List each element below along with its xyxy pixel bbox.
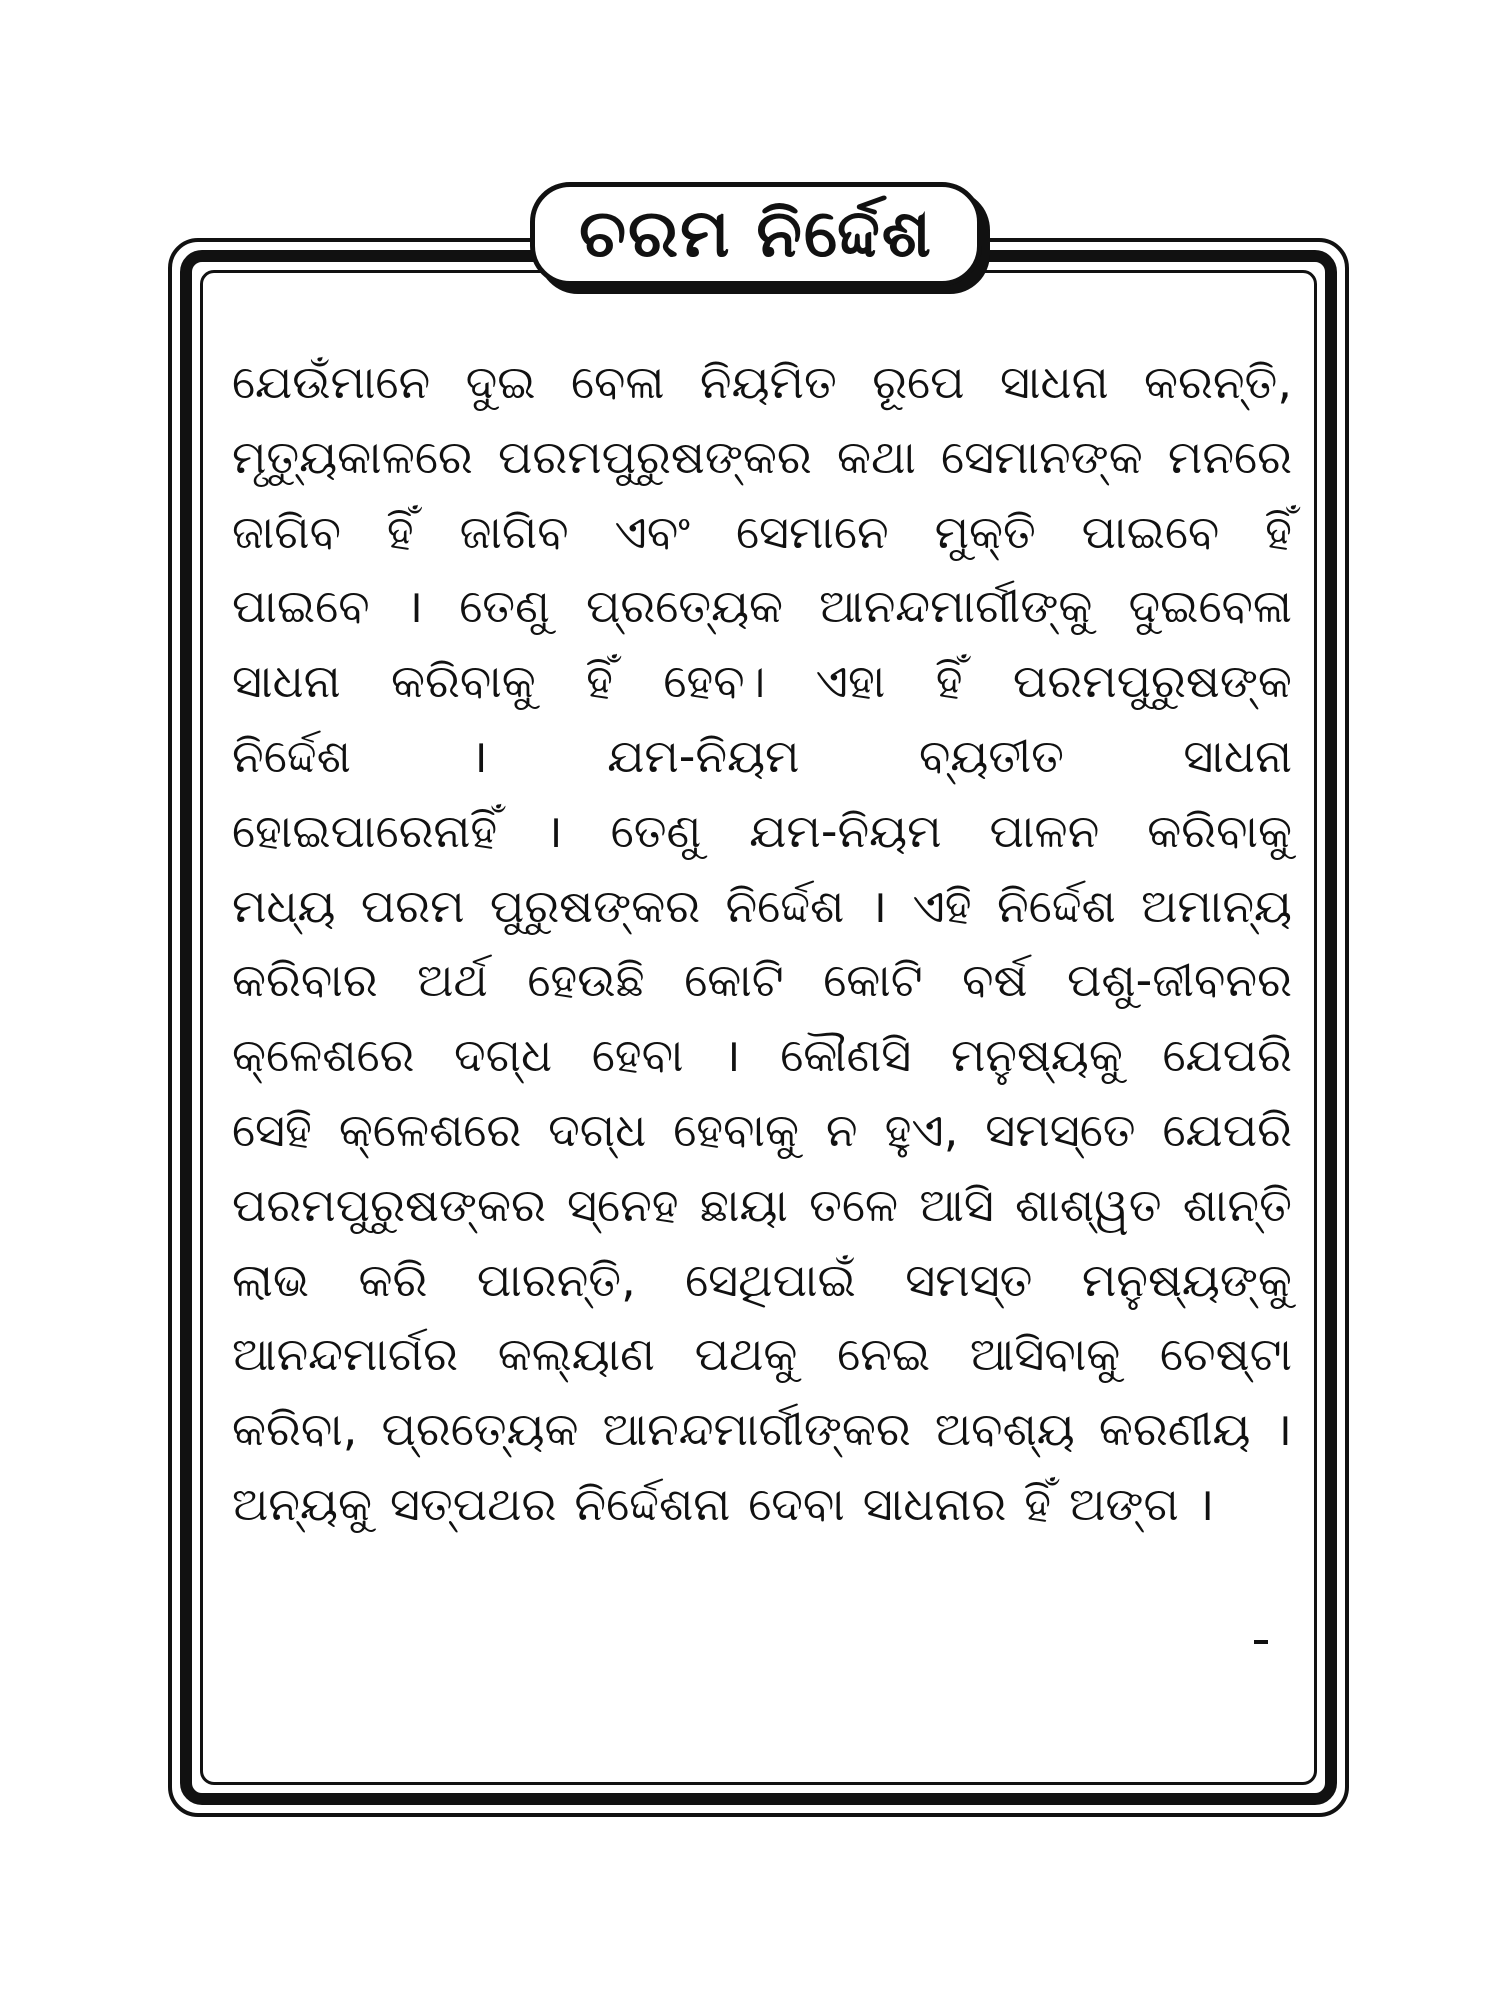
text-line: [232, 345, 1292, 420]
text-line: [232, 1467, 1292, 1542]
text-word: ଆନନ୍ଦମାର୍ଗୀଙ୍କର: [602, 1402, 911, 1457]
text-word: ନିର୍ଦ୍ଦେଶନା: [574, 1476, 731, 1531]
text-word: ହେଉଛି: [527, 953, 645, 1008]
text-word: ଦୁଇବେଳା: [1128, 579, 1292, 634]
text-word: କରିବାର: [232, 953, 378, 1008]
text-word: ହୁଏ,: [884, 1102, 959, 1157]
text-word: ଯମ-ନିୟମ: [607, 728, 800, 783]
text-word: ଜାଗିବ: [232, 504, 341, 559]
title-plaque-box: [530, 182, 982, 286]
text-word: କରଣୀୟ: [1098, 1402, 1251, 1457]
text-line: [232, 1093, 1292, 1168]
text-word: ଆନନ୍ଦମାର୍ଗୀଙ୍କୁ: [819, 579, 1093, 634]
text-word: ହେବା: [591, 1028, 684, 1083]
text-word: ସମସ୍ତ: [905, 1252, 1033, 1307]
text-word: ଯେଉଁମାନେ: [232, 355, 431, 409]
text-word: ଦେବା: [748, 1476, 845, 1531]
text-word: ।: [470, 728, 488, 783]
text-line: [232, 794, 1292, 869]
text-word: ସମସ୍ତେ: [985, 1102, 1136, 1157]
text-word: ସେଥିପାଇଁ: [685, 1252, 856, 1307]
text-word: ଆସିବାକୁ: [969, 1327, 1121, 1382]
title-plaque: [530, 182, 998, 302]
text-word: ଦୁଇ: [465, 355, 536, 409]
text-word: ଅବଶ୍ୟ: [934, 1402, 1075, 1457]
text-word: ନିୟମିତ: [699, 355, 837, 409]
text-word: ତଳେ: [809, 1177, 899, 1232]
text-word: ନିର୍ଦ୍ଦେଶ: [725, 878, 845, 933]
text-word: ଶାନ୍ତି: [1182, 1177, 1292, 1232]
text-word: ବର୍ଷ: [962, 953, 1028, 1008]
text-line: [232, 644, 1292, 719]
text-word: ମନରେ: [1167, 429, 1292, 484]
text-line: [232, 569, 1292, 644]
text-word: ଆନନ୍ଦମାର୍ଗର: [232, 1327, 458, 1382]
text-word: ଲାଭ: [232, 1252, 310, 1307]
text-line: [232, 719, 1292, 794]
text-word: ସତ୍‌ପଥର: [389, 1476, 557, 1531]
text-line: [232, 943, 1292, 1018]
text-word: ନେଇ: [837, 1327, 931, 1382]
text-word: କୋଟି: [684, 953, 784, 1008]
text-word: ସାଧନା: [1183, 728, 1292, 783]
text-word: ଜାଗିବ: [459, 504, 569, 559]
text-word: ଯେପରି: [1162, 1102, 1292, 1157]
text-word: କରନ୍ତି,: [1144, 355, 1292, 409]
text-word: ହିଁ: [1265, 504, 1292, 559]
text-word: ଅର୍ଥ: [417, 953, 488, 1008]
text-word: ଅଙ୍ଗ: [1069, 1476, 1179, 1531]
text-word: ଏବଂ: [614, 504, 691, 559]
text-word: ଛାୟା: [699, 1177, 788, 1232]
stray-ink-mark: [1254, 1640, 1268, 1644]
text-word: ହୋଇପାରେନାହିଁ: [232, 803, 498, 858]
text-word: ପରମପୁରୁଷଙ୍କର: [497, 429, 812, 484]
text-word: କରିବା,: [232, 1402, 358, 1457]
text-word: କ୍ଳେଶରେ: [338, 1102, 522, 1157]
text-word: ହେବ।: [663, 654, 766, 709]
text-line: [232, 1243, 1292, 1318]
text-word: ମୁକ୍ତି: [934, 504, 1036, 559]
text-line: [232, 495, 1292, 570]
text-word: ପୁରୁଷଙ୍କର: [489, 878, 701, 933]
text-word: ମୃତ୍ୟୁକାଳରେ: [232, 429, 473, 484]
text-word: ସ୍ନେହ: [567, 1177, 679, 1232]
text-word: କ୍ଳେଶରେ: [232, 1028, 415, 1083]
text-word: ପରମପୁରୁଷଙ୍କ: [1012, 654, 1292, 709]
text-word: ହିଁ: [935, 654, 963, 709]
text-word: ସେମାନଙ୍କ: [941, 429, 1143, 484]
text-word: ବେଳା: [570, 355, 665, 409]
text-word: ।: [869, 878, 888, 933]
text-word: ରୂପେ: [872, 355, 965, 409]
text-word: ଯେପରି: [1162, 1028, 1292, 1083]
text-word: ପରମ: [360, 878, 465, 933]
text-word: ସାଧନାର: [862, 1476, 1007, 1531]
page-title: ଚରମ ନିର୍ଦ୍ଦେଶ: [579, 195, 933, 272]
text-word: କରି: [358, 1252, 428, 1307]
text-word: ମନୁଷ୍ୟକୁ: [950, 1028, 1123, 1083]
text-word: ସେହି: [232, 1102, 312, 1157]
text-word: ପାଇବେ: [1081, 504, 1220, 559]
text-word: ଏହା: [815, 654, 886, 709]
text-word: କରିବାକୁ: [391, 654, 536, 709]
text-word: ଦଗ୍ଧ: [548, 1102, 647, 1157]
text-word: କରିବାକୁ: [1147, 803, 1292, 858]
text-word: ।: [545, 803, 563, 858]
text-line: [232, 1168, 1292, 1243]
text-word: ଅମାନ୍ୟ: [1141, 878, 1292, 933]
text-word: ହିଁ: [586, 654, 613, 709]
text-word: ବ୍ୟତୀତ: [918, 728, 1064, 783]
text-word: ଆସି: [919, 1177, 994, 1232]
text-word: ।: [405, 579, 424, 634]
text-word: ପ୍ରତ୍ୟେକ: [585, 579, 784, 634]
text-word: ନ: [825, 1102, 858, 1157]
text-word: ଅନ୍ୟକୁ: [232, 1476, 372, 1531]
text-word: ପରମପୁରୁଷଙ୍କର: [232, 1177, 546, 1232]
text-word: କୋଟି: [823, 953, 923, 1008]
body-paragraph: [232, 345, 1292, 1542]
text-word: ଏହି: [912, 878, 972, 933]
text-word: ସାଧନା: [232, 654, 341, 709]
text-line: [232, 420, 1292, 495]
text-word: ପାଳନ: [989, 803, 1100, 858]
text-word: ମନୁଷ୍ୟଙ୍କୁ: [1081, 1252, 1292, 1307]
text-word: କଲ୍ୟାଣ: [497, 1327, 655, 1382]
text-line: [232, 869, 1292, 944]
text-line: [232, 1317, 1292, 1392]
text-word: କୌଣସି: [780, 1028, 912, 1083]
text-word: ମଧ୍ୟ: [232, 878, 336, 933]
text-line: [232, 1018, 1292, 1093]
text-word: ତେଣୁ: [459, 579, 550, 634]
text-word: ।: [723, 1028, 741, 1083]
text-word: ପାଇବେ: [232, 579, 370, 634]
text-word: ପଶୁ-ଜୀବନର: [1066, 953, 1292, 1008]
text-word: ହେବାକୁ: [673, 1102, 799, 1157]
text-word: ହିଁ: [1024, 1476, 1052, 1531]
text-word: ପାରନ୍ତି,: [476, 1252, 636, 1307]
text-word: ପ୍ରତ୍ୟେକ: [381, 1402, 579, 1457]
text-word: ସେମାନେ: [735, 504, 889, 559]
text-word: ଯମ-ନିୟମ: [749, 803, 942, 858]
text-word: ଦଗ୍ଧ: [454, 1028, 553, 1083]
text-word: ଶାଶ୍ୱତ: [1015, 1177, 1162, 1232]
text-line: [232, 1392, 1292, 1467]
text-word: ।: [1274, 1402, 1292, 1457]
text-word: ନିର୍ଦ୍ଦେଶ: [232, 728, 351, 783]
text-word: ଚେଷ୍ଟା: [1159, 1327, 1292, 1382]
text-word: ତେଣୁ: [610, 803, 702, 858]
text-word: ସାଧନା: [999, 355, 1109, 409]
text-word: ।: [1196, 1476, 1215, 1531]
text-word: ନିର୍ଦ୍ଦେଶ: [996, 878, 1116, 933]
text-word: କଥା: [836, 429, 916, 484]
text-word: ହିଁ: [386, 504, 414, 559]
text-word: ପଥକୁ: [694, 1327, 798, 1382]
